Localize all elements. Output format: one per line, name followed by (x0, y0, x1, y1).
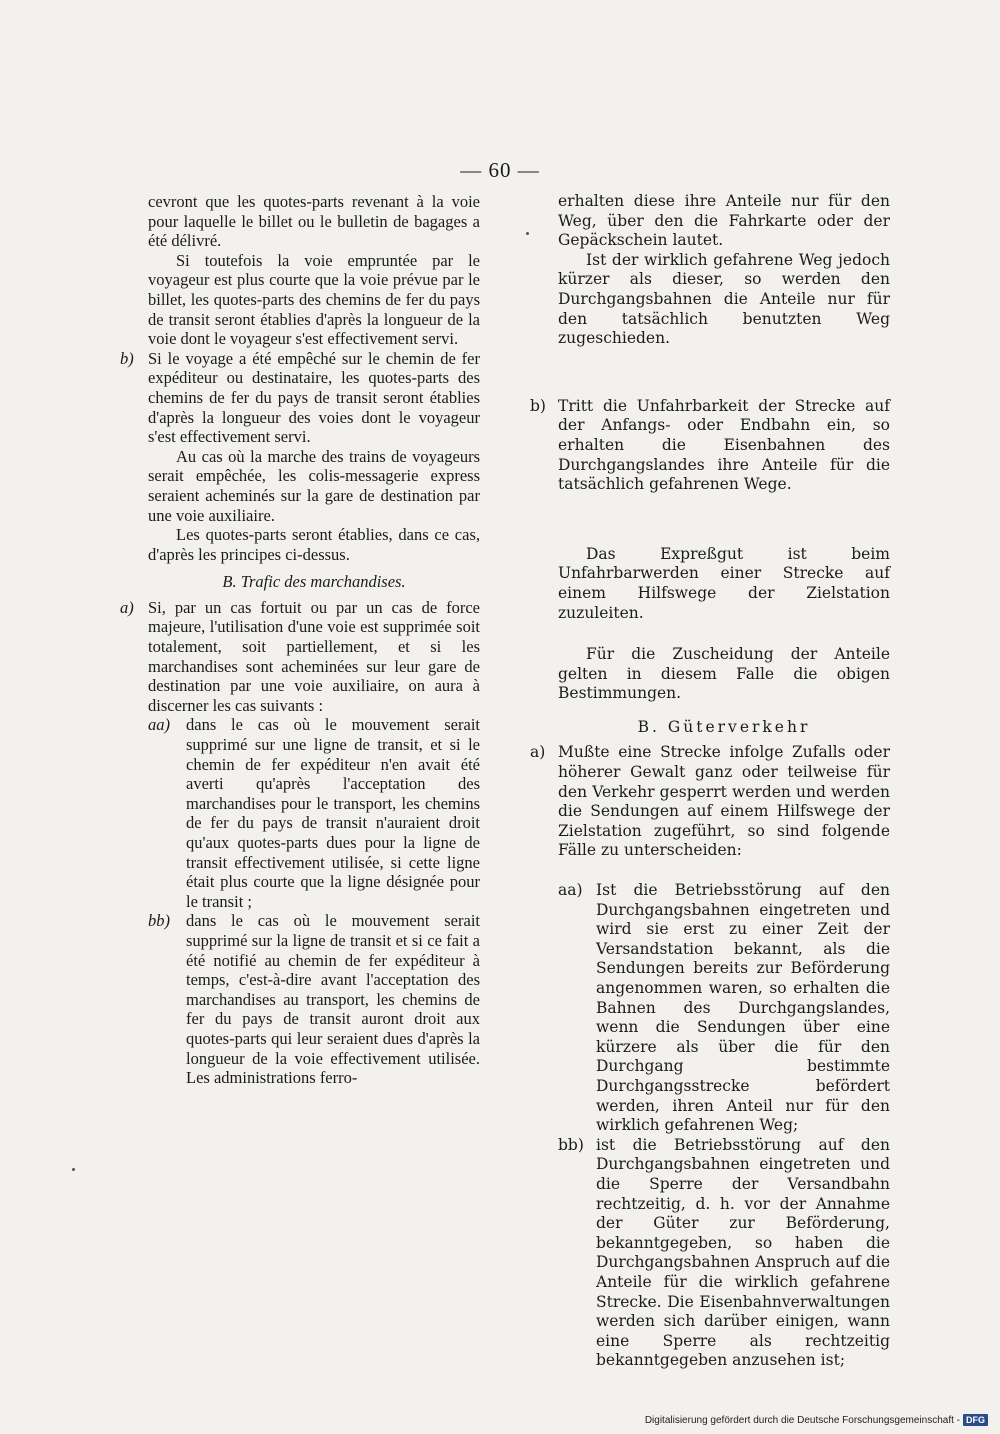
fr-heading-marchandises: B. Trafic des marchandises. (222, 572, 406, 592)
fr-item-bb (148, 911, 480, 1088)
de-a-text: Mußte eine Strecke infolge Zufalls oder höherer Gewalt ganz oder teilweise für den Verkehr gesperrt werden und werden die Sendungen auf einem Hilfswege der Zielstation zugeführt, so sind folgende Fälle zu unterscheiden: (558, 743, 890, 860)
de-expressgut: Das Expreßgut ist beim Unfahrbarwerden einer Strecke auf einem Hilfswege der Zielstation zuzuleiten. (558, 544, 890, 622)
fr-marker-bb: bb) (148, 911, 170, 931)
dfg-logo: DFG (963, 1414, 988, 1426)
de-item-a (530, 743, 890, 861)
fr-a-text: Si, par un cas fortuit ou par un cas de force majeure, l'utilisation d'une voie est supprimée soit totalement, soit partiellement, et si les marchandises sont acheminées sur leur gare de destination par une voie auxiliaire, on aura à discerner les cas suivants : (148, 597, 480, 715)
de-para-ist: Ist der wirklich gefahrene Weg jedoch kürzer als dieser, so werden den Durchgangsbahnen die Anteile nur für den tatsächlich benutzten Weg zugeschieden. (558, 250, 890, 348)
fr-aa-text: dans le cas où le mouvement serait supprimé sur une ligne de transit, et si le chemin de fer expéditeur n'en avait été averti qu'après l'acceptation des marchandises pour le transport, les chemins de fer du pays de transit n'auraient droit qu'aux quotes-parts dues pour la ligne de transit effectivement utilisée, si cette ligne était plus courte que la ligne désignée pour le transit ; (186, 715, 480, 911)
de-item-b (530, 396, 890, 495)
print-speck (526, 232, 529, 235)
fr-b-text: Si le voyage a été empêché sur le chemin de fer expéditeur ou destinataire, les quotes-parts des chemins de fer du pays de transit seront établies d'après la longueur des voies dont le voyageur s'est effectivement servi. (148, 348, 480, 447)
fr-les-quotes: Les quotes-parts seront établies, dans ce cas, d'après les principes ci-dessus. (148, 525, 480, 564)
page-number: — 60 — (460, 158, 540, 182)
fr-au-cas: Au cas où la marche des trains de voyageurs serait empêchée, les colis-messagerie express seraient acheminés sur la gare de destination par une voie auxiliaire. (148, 446, 480, 525)
de-bb-text: ist die Betriebsstörung auf den Durchgangsbahnen eingetreten und die Sperre der Versandbahn rechtzeitig, d. h. vor der Annahme der Güter zur Beförderung, bekanntgegeben, so haben die Durchgangsbahnen Anspruch auf die Anteile für die wirklich gefahrene Strecke. Die Eisenbahnverwaltungen werden sich darüber einigen, wann eine Sperre als rechtzeitig bekanntgegeben anzusehen ist; (596, 1135, 890, 1370)
fr-intro: cevront que les quotes-parts revenant à la voie pour laquelle le billet ou le bulletin de bagages a été délivré. (148, 192, 480, 251)
de-b-text: Tritt die Unfahrbarkeit der Strecke auf der Anfangs- oder Endbahn ein, so erhalten die Eisenbahnen des Durchgangslandes ihre Anteile für die tatsächlich gefahrenen Wege. (558, 396, 890, 494)
de-item-bb (558, 1135, 890, 1371)
fr-marker-b: b) (120, 348, 134, 368)
de-aa-text: Ist die Betriebsstörung auf den Durchgangsbahnen eingetreten und wird sie erst zu einer Zeit der Versandstation bekannt, als die Sendungen bereits zur Beförderung angenommen waren, so erhalten die Bahnen des Durchgangslandes, wenn die Sendungen über eine kürzere als über die für den Durchgang bestimmte Durchgangsstrecke befördert werden, ihren Anteil nur für den wirklich gefahrenen Weg; (596, 881, 890, 1135)
de-marker-aa: aa) (558, 881, 583, 900)
de-intro: erhalten diese ihre Anteile nur für den Weg, über den die Fahrkarte oder der Gepäckschein lautet. (558, 192, 890, 250)
footer-credit: Digitalisierung gefördert durch die Deutsche Forschungsgemeinschaft - (644, 1414, 960, 1426)
fr-bb-text: dans le cas où le mouvement serait supprimé sur la ligne de transit et si ce fait a été notifié au chemin de fer expéditeur à temps, c'est-à-dire avant l'acceptation des marchandises au transport, les chemins de fer du pays de transit auront droit aux quotes-parts qui leur seraient dues d'après la longueur de la voie effectivement utilisée. Les administrations ferro- (186, 911, 480, 1088)
de-heading-gueterverkehr: B. Güterverkehr (637, 717, 811, 736)
fr-marker-a: a) (120, 597, 134, 617)
fr-para-si: Si toutefois la voie empruntée par le voyageur est plus courte que la voie prévue par le billet, les quotes-parts des chemins de fer du pays de transit seront établies d'après la longueur de la voie dont le voyageur s'est effectivement servi. (148, 250, 480, 349)
french-column (120, 192, 480, 1088)
fr-item-b (120, 348, 480, 447)
de-marker-a: a) (530, 743, 546, 762)
de-marker-bb: bb) (558, 1135, 584, 1154)
fr-marker-aa: aa) (148, 715, 170, 735)
german-column (530, 192, 890, 1371)
de-fuer-die: Für die Zuscheidung der Anteile gelten in diesem Falle die obigen Bestimmungen. (558, 645, 890, 703)
de-marker-b: b) (530, 396, 546, 415)
print-speck (72, 1168, 75, 1171)
digitization-footer (645, 1414, 988, 1426)
fr-item-a (120, 597, 480, 716)
de-item-aa (558, 881, 890, 1136)
fr-item-aa (148, 715, 480, 911)
